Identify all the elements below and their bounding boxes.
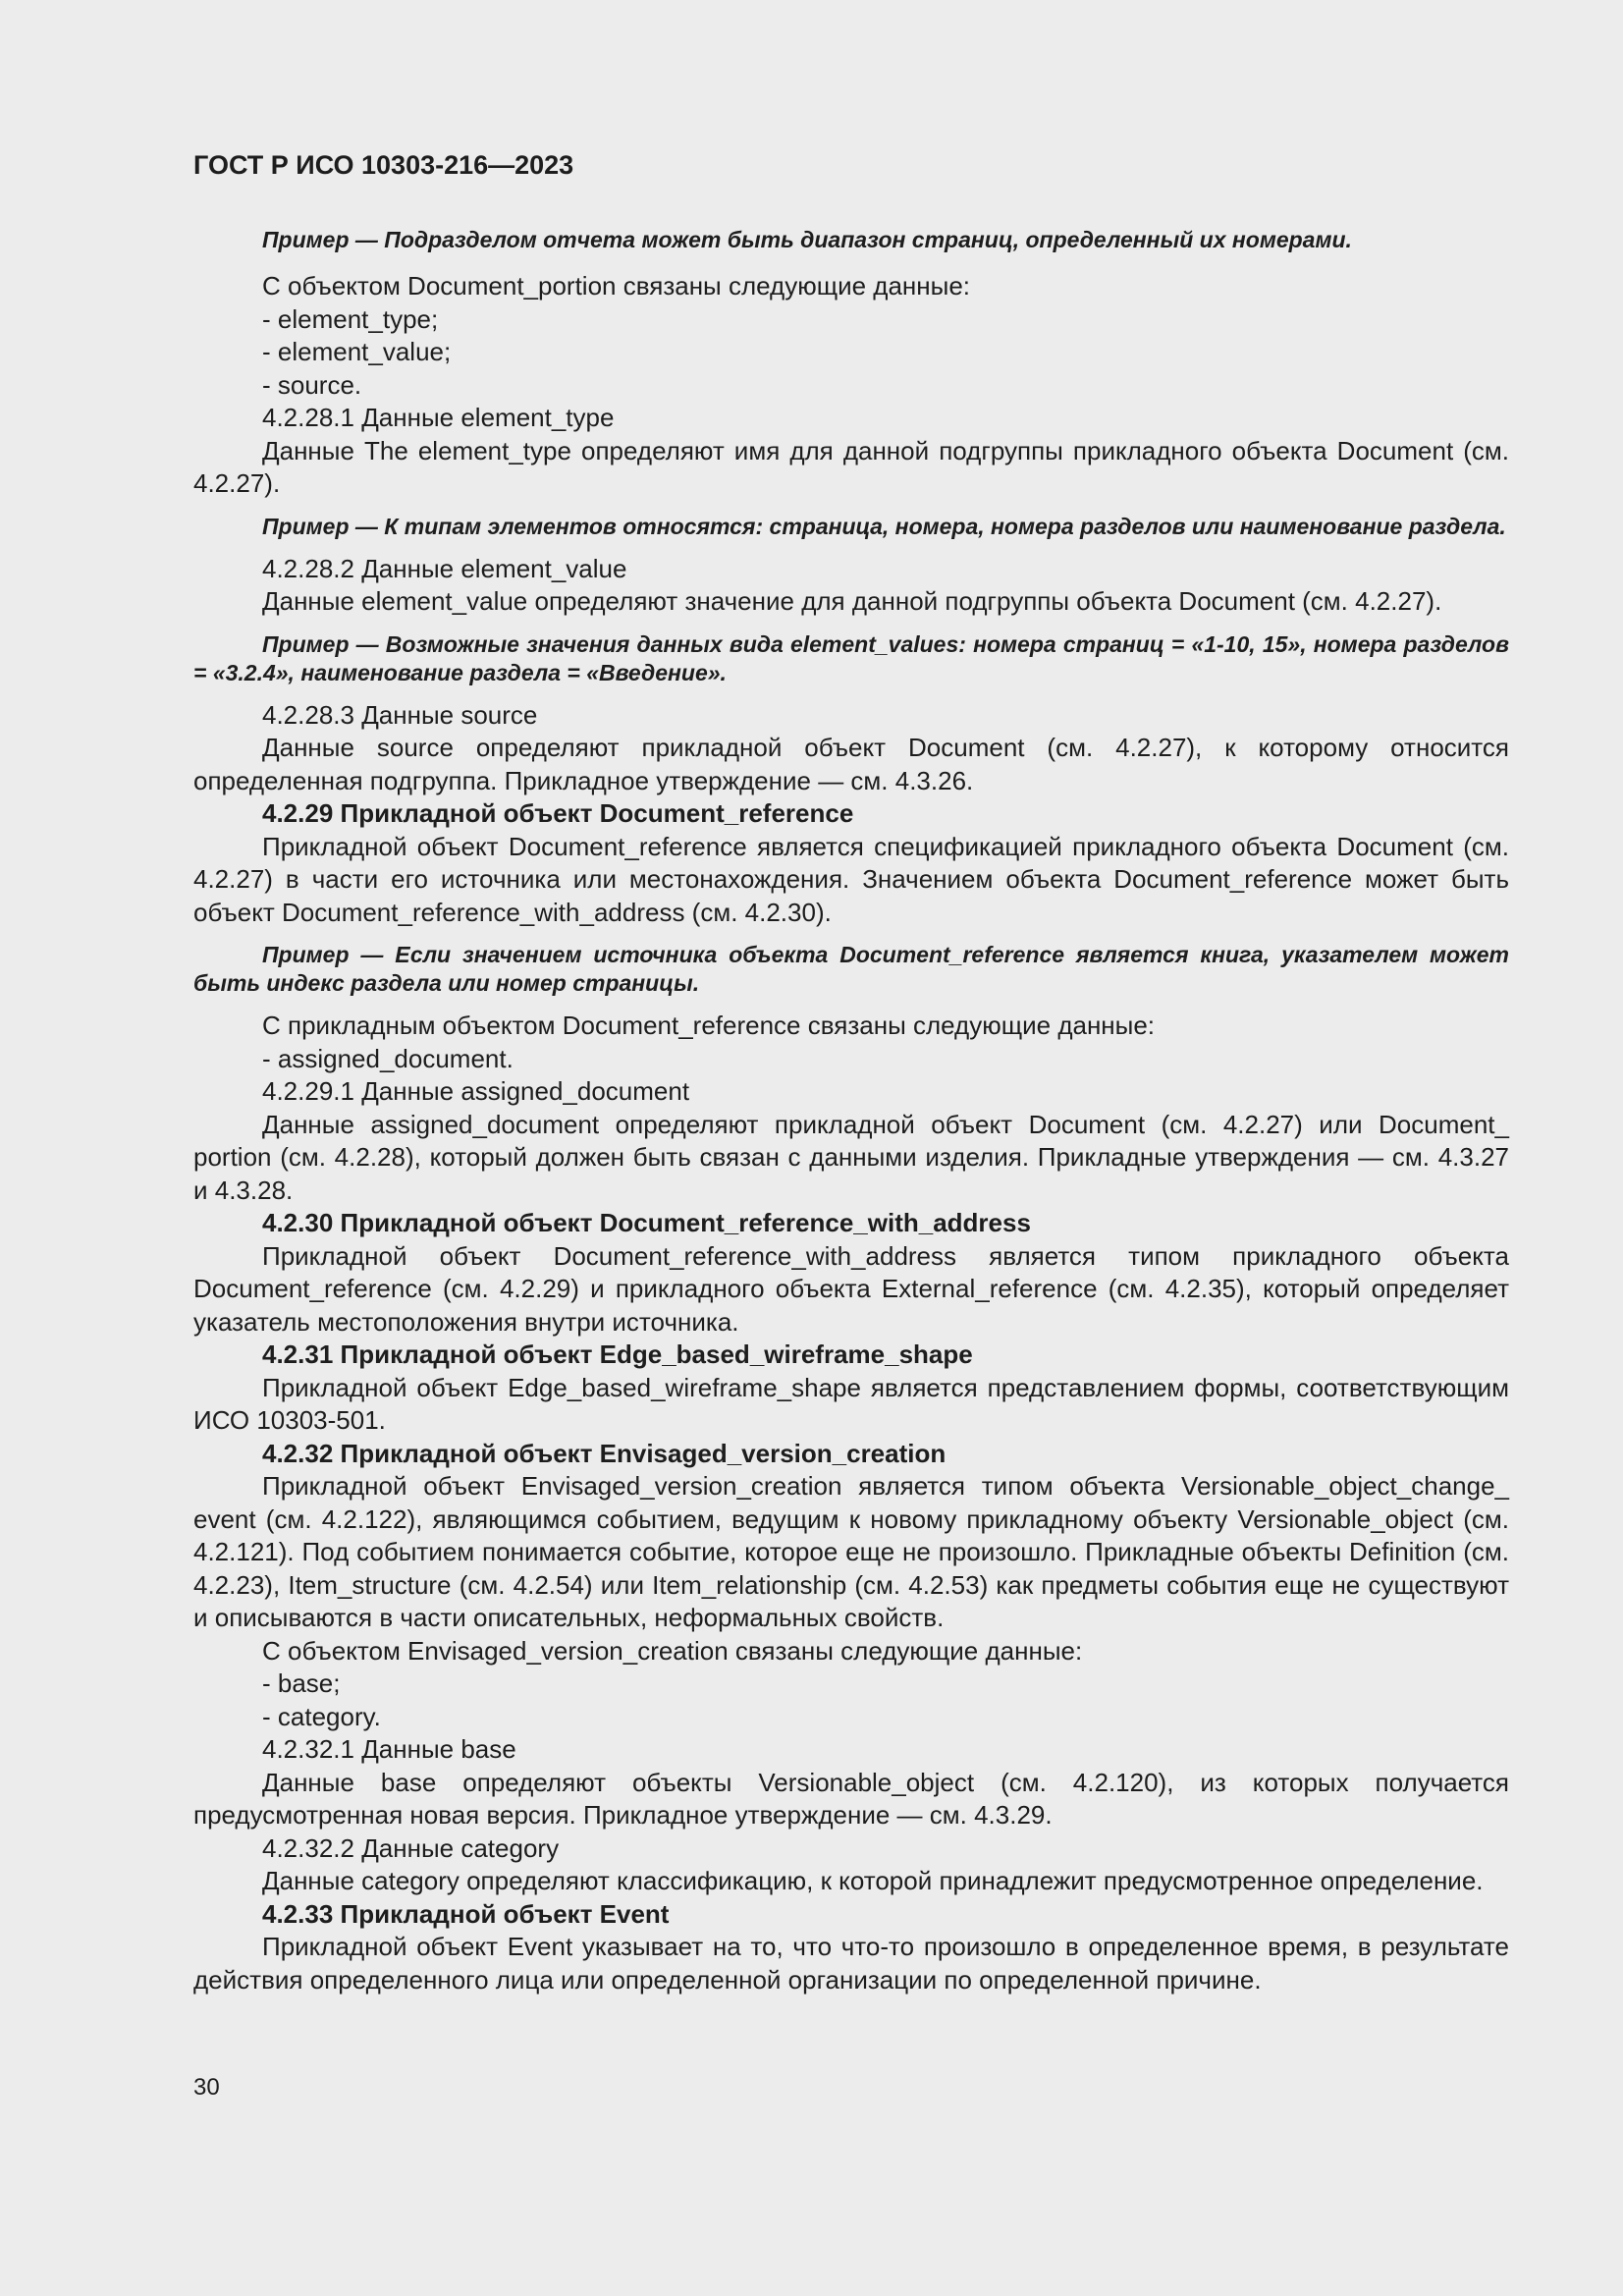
subsection-heading: 4.2.28.2 Данные element_value xyxy=(262,553,627,583)
subsection-heading: 4.2.32.2 Данные category xyxy=(262,1832,560,1863)
paragraph: Прикладной объект Edge_based_wireframe_shape является представлением формы, соответствующим ИСО 10303-501. xyxy=(193,1372,1509,1435)
paragraph: Данные category определяют классификацию, к которой принадлежит предусмотренное определение. xyxy=(262,1866,1484,1895)
paragraph: Прикладной объект Document_reference_with_address является типом прикладного объекта Document_reference (см. 4.2.29) и прикладного объекта External_reference (см. 4.2.35), который определяет указатель местоположения внутри источника. xyxy=(193,1240,1509,1337)
paragraph: Данные The element_type определяют имя для данной подгруппы прикладного объекта Document (см. 4.2.27). xyxy=(193,435,1509,498)
paragraph: Данные assigned_document определяют прикладной объект Document (см. 4.2.27) или Document_ portion (см. 4.2.28), который должен быть связан с данными изделия. Прикладные утверждения — см. 4.3.27 и 4.3.28. xyxy=(193,1109,1509,1205)
paragraph: Данные element_value определяют значение для данной подгруппы объекта Document (см. 4.2.27). xyxy=(262,586,1442,616)
list-item: - source. xyxy=(262,369,362,400)
paragraph: Прикладной объект Event указывает на то, что что-то произошло в определенное время, в результате действия определенного лица или определенной организации по определенной причине. xyxy=(193,1932,1509,1995)
page-number: 30 xyxy=(193,2074,220,2101)
paragraph: Прикладной объект Envisaged_version_creation является типом объекта Versionable_object_change_ event (см. 4.2.122), являющимся событием, ведущим к новому прикладному объекту Versionable_object (см. 4.2.121). Под событием понимается событие, которое еще не произошло. Прикладные объекты Definition (см. 4.2.23), Item_structure (см. 4.2.54) или Item_relationship (см. 4.2.53) как предметы события еще не существуют и описываются в части описательных, неформальных свойств. xyxy=(193,1471,1509,1632)
example-note: Пример — К типам элементов относятся: страница, номера, номера разделов или наименование раздела. xyxy=(262,513,1506,539)
paragraph: С объектом Document_portion связаны следующие данные: xyxy=(262,271,971,301)
section-heading: 4.2.30 Прикладной объект Document_reference_with_address xyxy=(262,1208,1031,1237)
subsection-heading: 4.2.28.1 Данные element_type xyxy=(262,403,615,432)
example-note: Пример — Подразделом отчета может быть диапазон страниц, определенный их номерами. xyxy=(262,227,1352,252)
list-item: - assigned_document. xyxy=(262,1043,514,1073)
section-heading: 4.2.31 Прикладной объект Edge_based_wireframe_shape xyxy=(262,1339,973,1369)
section-heading: 4.2.32 Прикладной объект Envisaged_version_creation xyxy=(262,1438,947,1468)
subsection-heading: 4.2.28.3 Данные source xyxy=(262,699,538,730)
subsection-heading: 4.2.29.1 Данные assigned_document xyxy=(262,1076,690,1106)
list-item: - element_value; xyxy=(262,337,452,366)
document-page xyxy=(193,147,1509,1996)
section-heading: 4.2.29 Прикладной объект Document_reference xyxy=(262,798,854,828)
section-heading: 4.2.33 Прикладной объект Event xyxy=(262,1898,670,1929)
list-item: - category. xyxy=(262,1701,381,1731)
example-note: Пример — Возможные значения данных вида element_values: номера страниц = «1-10, 15», номера разделов = «3.2.4», наименование раздела = «Введение». xyxy=(193,630,1509,685)
paragraph: Данные base определяют объекты Versionable_object (см. 4.2.120), из которых получается предусмотренная новая версия. Прикладное утверждение — см. 4.3.29. xyxy=(193,1767,1509,1830)
example-note: Пример — Если значением источника объекта Document_reference является книга, указателем может быть индекс раздела или номер страницы. xyxy=(193,942,1509,996)
document-header: ГОСТ Р ИСО 10303-216—2023 xyxy=(193,150,574,180)
list-item: - base; xyxy=(262,1668,341,1698)
subsection-heading: 4.2.32.1 Данные base xyxy=(262,1734,516,1764)
paragraph: С объектом Envisaged_version_creation связаны следующие данные: xyxy=(262,1635,1083,1666)
paragraph: Прикладной объект Document_reference является спецификацией прикладного объекта Document (см. 4.2.27) в части его источника или местонахождения. Значением объекта Document_reference может быть объект Document_reference_with_address (см. 4.2.30). xyxy=(193,831,1509,927)
paragraph: С прикладным объектом Document_reference связаны следующие данные: xyxy=(262,1011,1156,1040)
paragraph: Данные source определяют прикладной объект Document (см. 4.2.27), к которому относится определенная подгруппа. Прикладное утверждение — см. 4.3.26. xyxy=(193,733,1509,795)
list-item: - element_type; xyxy=(262,303,439,334)
